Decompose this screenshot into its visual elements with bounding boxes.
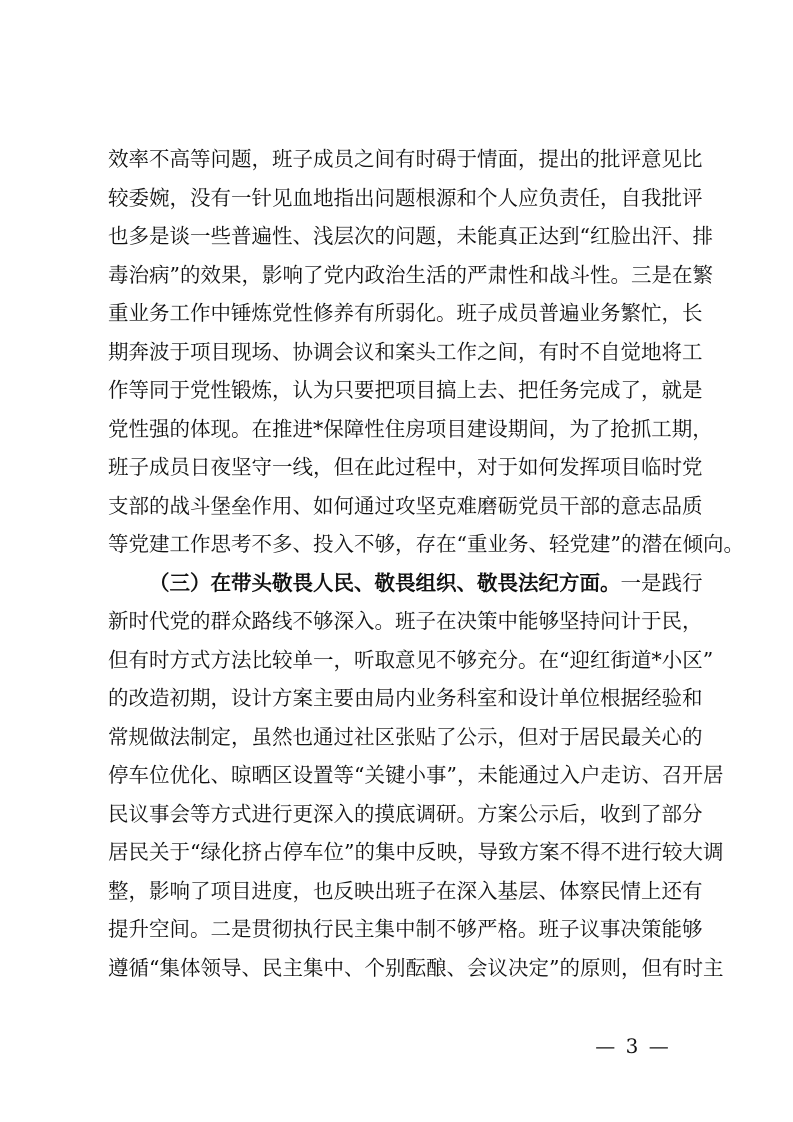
text-line: 毒治病”的效果，影响了党内政治生活的严肃性和战斗性。三是在繁: [108, 262, 713, 287]
text-line: 但有时方式方法比较单一，听取意见不够充分。在“迎红街道*小区”: [108, 647, 714, 672]
text-line: 党性强的体现。在推进*保障性住房项目建设期间，为了抢抓工期，: [108, 416, 713, 441]
page-number: — 3 —: [595, 1034, 671, 1058]
text-run: 一是践行: [620, 570, 703, 595]
text-line: 居民关于“绿化挤占停车位”的集中反映，导致方案不得不进行较大调: [108, 840, 724, 864]
section-heading-line: [108, 564, 703, 603]
text-line: 整，影响了项目进度，也反映出班子在深入基层、体察民情上还有: [108, 878, 703, 903]
text-line: 期奔波于项目现场、协调会议和案头工作之间，有时不自觉地将工: [108, 339, 703, 364]
text-line: 重业务工作中锤炼党性修养有所弱化。班子成员普遍业务繁忙，长: [108, 301, 703, 325]
text-line: 作等同于党性锻炼，认为只要把项目搞上去、把任务完成了，就是: [108, 378, 703, 402]
text-line: 提升空间。二是贯彻执行民主集中制不够严格。班子议事决策能够: [108, 917, 703, 941]
text-line: 等党建工作思考不多、投入不够，存在“重业务、轻党建”的潜在倾向。: [108, 532, 744, 556]
body-text: [108, 140, 744, 987]
text-line: 遵循“集体领导、民主集中、个别酝酿、会议决定”的原则，但有时主: [108, 955, 724, 980]
text-line: 支部的战斗堡垒作用、如何通过攻坚克难磨砺党员干部的意志品质: [108, 493, 703, 518]
text-line: 较委婉，没有一针见血地指出问题根源和个人应负责任，自我批评: [108, 185, 703, 210]
text-line: 效率不高等问题，班子成员之间有时碍于情面，提出的批评意见比: [108, 147, 703, 171]
section-heading: （三）在带头敬畏人民、敬畏组织、敬畏法纪方面。: [149, 570, 621, 595]
text-line: 新时代党的群众路线不够深入。班子在决策中能够坚持问计于民，: [108, 609, 703, 633]
text-line: 停车位优化、晾晒区设置等“关键小事”，未能通过入户走访、召开居: [108, 763, 724, 787]
text-line: 班子成员日夜坚守一线，但在此过程中，对于如何发挥项目临时党: [108, 455, 703, 479]
text-line: 也多是谈一些普遍性、浅层次的问题，未能真正达到“红脸出汗、排: [108, 224, 713, 248]
text-line: 的改造初期，设计方案主要由局内业务科室和设计单位根据经验和: [108, 686, 703, 710]
text-line: 民议事会等方式进行更深入的摸底调研。方案公示后，收到了部分: [108, 801, 703, 826]
text-line: 常规做法制定，虽然也通过社区张贴了公示，但对于居民最关心的: [108, 724, 703, 749]
